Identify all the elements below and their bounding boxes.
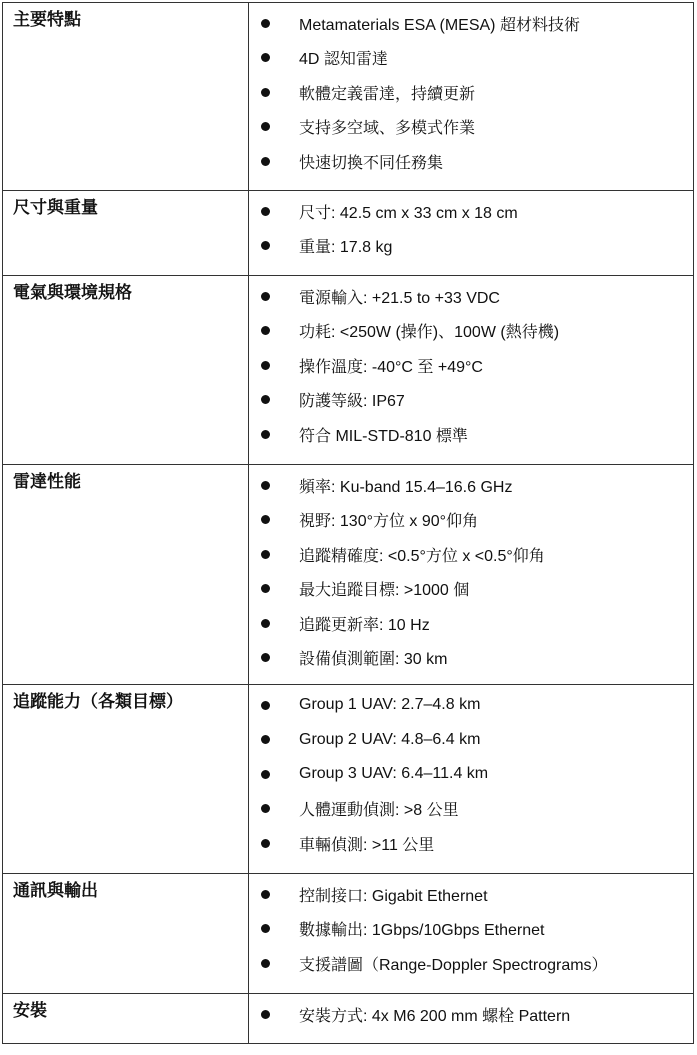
bullet-icon — [261, 326, 270, 335]
spec-row-electrical — [3, 276, 694, 465]
bullet-list — [249, 3, 693, 179]
list-item — [249, 314, 693, 349]
items-cell — [249, 874, 694, 994]
item-text: Metamaterials ESA (MESA) 超材料技術 — [299, 16, 580, 34]
category-label: 主要特點 — [13, 10, 81, 30]
list-item — [249, 348, 693, 383]
bullet-icon — [261, 361, 270, 370]
bullet-list — [249, 874, 693, 981]
bullet-list — [249, 465, 693, 675]
bullet-icon — [261, 241, 270, 250]
list-item — [249, 757, 693, 792]
item-text: 功耗: <250W (操作)、100W (熱待機) — [299, 324, 560, 342]
bullet-icon — [261, 550, 270, 559]
category-cell — [3, 685, 249, 874]
bullet-icon — [261, 653, 270, 662]
list-item — [249, 110, 693, 145]
category-cell — [3, 994, 249, 1044]
item-text: 快速切換不同任務集 — [299, 154, 444, 172]
spec-row-main-features — [3, 3, 694, 191]
spec-table — [2, 2, 694, 1044]
list-item — [249, 688, 693, 723]
list-item — [249, 641, 693, 676]
list-item — [249, 537, 693, 572]
category-label: 通訊與輸出 — [13, 881, 98, 901]
list-item — [249, 997, 693, 1032]
bullet-icon — [261, 122, 270, 131]
bullet-list — [249, 276, 693, 452]
item-text: 控制接口: Gigabit Ethernet — [299, 887, 488, 905]
bullet-icon — [261, 890, 270, 899]
bullet-icon — [261, 839, 270, 848]
items-cell — [249, 276, 694, 465]
bullet-icon — [261, 53, 270, 62]
list-item — [249, 912, 693, 947]
item-text: 頻率: Ku-band 15.4–16.6 GHz — [299, 478, 513, 496]
item-text: 4D 認知雷達 — [299, 51, 388, 69]
item-text: 人體運動偵測: >8 公里 — [299, 802, 459, 820]
item-text: 視野: 130°方位 x 90°仰角 — [299, 513, 479, 531]
list-item — [249, 723, 693, 758]
items-cell — [249, 994, 694, 1044]
item-text: 符合 MIL-STD-810 標準 — [299, 427, 468, 445]
bullet-icon — [261, 735, 270, 744]
list-item — [249, 6, 693, 41]
list-item — [249, 383, 693, 418]
list-item — [249, 946, 693, 981]
items-cell — [249, 685, 694, 874]
bullet-icon — [261, 770, 270, 779]
category-cell — [3, 276, 249, 465]
category-label: 尺寸與重量 — [13, 198, 98, 218]
item-text: 防護等級: IP67 — [299, 393, 405, 411]
item-text: 尺寸: 42.5 cm x 33 cm x 18 cm — [299, 204, 518, 222]
list-item — [249, 572, 693, 607]
category-label: 追蹤能力（各類目標） — [13, 692, 183, 712]
item-text: Group 3 UAV: 6.4–11.4 km — [299, 765, 489, 783]
item-text: 操作溫度: -40°C 至 +49°C — [299, 358, 483, 376]
item-text: 車輛偵測: >11 公里 — [299, 836, 435, 854]
list-item — [249, 417, 693, 452]
items-cell — [249, 465, 694, 685]
bullet-icon — [261, 584, 270, 593]
bullet-icon — [261, 804, 270, 813]
item-text: 支援譜圖（Range-Doppler Spectrograms） — [299, 956, 608, 974]
item-text: Group 1 UAV: 2.7–4.8 km — [299, 696, 481, 714]
item-text: 追蹤精確度: <0.5°方位 x <0.5°仰角 — [299, 547, 545, 565]
list-item — [249, 194, 693, 229]
spec-row-installation — [3, 994, 694, 1044]
bullet-icon — [261, 481, 270, 490]
bullet-icon — [261, 701, 270, 710]
category-cell — [3, 874, 249, 994]
bullet-icon — [261, 1010, 270, 1019]
item-text: 重量: 17.8 kg — [299, 239, 393, 257]
list-item — [249, 792, 693, 827]
spec-row-size-weight — [3, 191, 694, 276]
bullet-icon — [261, 395, 270, 404]
items-cell — [249, 3, 694, 191]
item-text: 設備偵測範圍: 30 km — [299, 651, 448, 669]
list-item — [249, 503, 693, 538]
item-text: 數據輸出: 1Gbps/10Gbps Ethernet — [299, 922, 545, 940]
bullet-icon — [261, 292, 270, 301]
spec-row-tracking-capability — [3, 685, 694, 874]
bullet-icon — [261, 924, 270, 933]
bullet-icon — [261, 157, 270, 166]
item-text: 追蹤更新率: 10 Hz — [299, 616, 430, 634]
item-text: Group 2 UAV: 4.8–6.4 km — [299, 730, 481, 748]
item-text: 安裝方式: 4x M6 200 mm 螺栓 Pattern — [299, 1007, 571, 1025]
spec-row-radar-performance — [3, 465, 694, 685]
category-label: 雷達性能 — [13, 472, 81, 492]
bullet-icon — [261, 430, 270, 439]
item-text: 最大追蹤目標: >1000 個 — [299, 582, 470, 600]
bullet-list — [249, 191, 693, 263]
list-item — [249, 826, 693, 861]
category-label: 安裝 — [13, 1001, 47, 1021]
item-text: 軟體定義雷達，持續更新 — [299, 85, 476, 103]
list-item — [249, 229, 693, 264]
bullet-list — [249, 994, 693, 1032]
item-text: 支持多空域、多模式作業 — [299, 120, 476, 138]
list-item — [249, 279, 693, 314]
category-cell — [3, 3, 249, 191]
bullet-icon — [261, 515, 270, 524]
items-cell — [249, 191, 694, 276]
item-text: 電源輸入: +21.5 to +33 VDC — [299, 289, 500, 307]
list-item — [249, 606, 693, 641]
bullet-icon — [261, 619, 270, 628]
list-item — [249, 468, 693, 503]
bullet-list — [249, 685, 693, 861]
bullet-icon — [261, 959, 270, 968]
bullet-icon — [261, 19, 270, 28]
category-cell — [3, 465, 249, 685]
category-cell — [3, 191, 249, 276]
list-item — [249, 41, 693, 76]
bullet-icon — [261, 207, 270, 216]
list-item — [249, 75, 693, 110]
spec-row-communication — [3, 874, 694, 994]
list-item — [249, 144, 693, 179]
bullet-icon — [261, 88, 270, 97]
list-item — [249, 877, 693, 912]
category-label: 電氣與環境規格 — [13, 283, 132, 303]
